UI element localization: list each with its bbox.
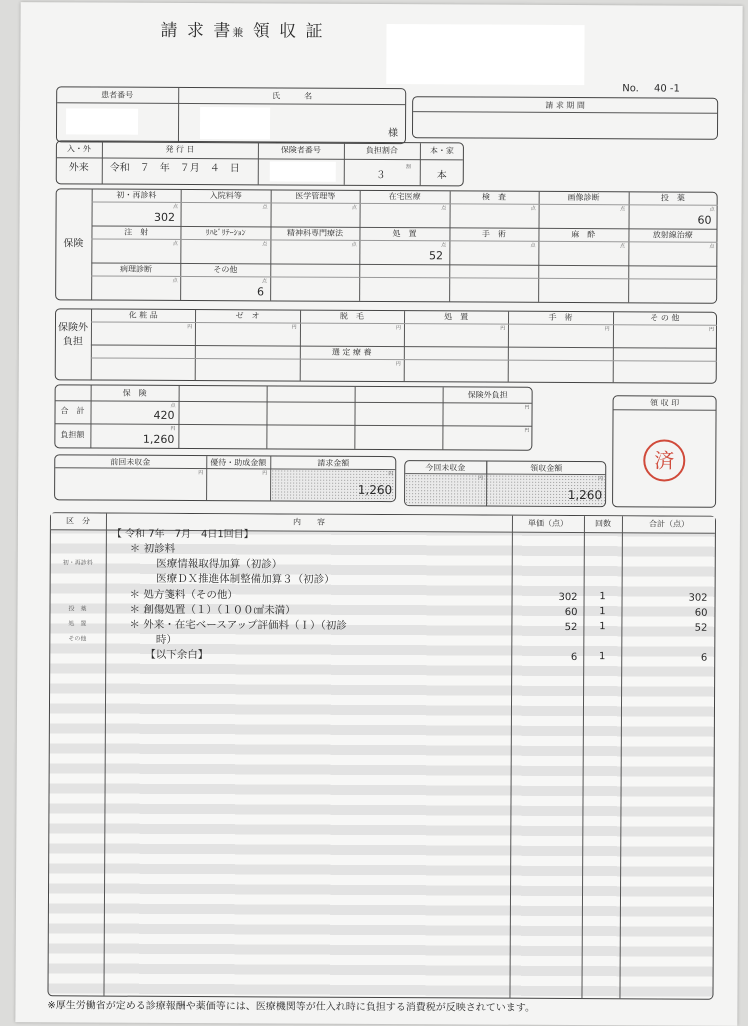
detail-unit-price: 60	[511, 605, 577, 618]
detail-category: その他	[51, 636, 103, 642]
yen-unit: 円	[709, 327, 714, 333]
burden-label: 負担額	[54, 430, 90, 440]
burden-ratio-label: 負担割合	[344, 146, 420, 156]
received-amount-value: 1,260	[486, 489, 602, 503]
insurance-category-label: ﾘﾊﾋﾞﾘﾃｰｼｮﾝ	[181, 228, 270, 238]
insurance-category-label: その他	[181, 265, 270, 275]
point-unit: 点	[531, 243, 536, 249]
detail-category: 投 薬	[51, 606, 103, 612]
insurer-number-label: 保険者番号	[258, 145, 344, 155]
yen-unit: 円	[292, 325, 297, 331]
redacted-patient-name	[200, 107, 270, 139]
insurance-category-label: 初・再診料	[92, 190, 181, 200]
point-unit: 点	[171, 403, 176, 409]
detail-line-text: ＊ 創傷処置（１）（１００㎠未満）	[129, 603, 295, 616]
patient-name-label: 氏 名	[178, 91, 406, 102]
issue-date-label: 発 行 日	[102, 145, 258, 156]
discount-label: 優待・助成金額	[206, 458, 270, 468]
receipt-stamp-label: 領 収 印	[613, 398, 717, 409]
receipt-document	[15, 2, 742, 1026]
yen-unit: 円	[187, 324, 192, 330]
treatment-points: 52	[360, 249, 443, 262]
insurance-points-table	[55, 188, 718, 303]
yen-unit: 円	[478, 476, 483, 482]
ratio-unit: 割	[406, 164, 411, 170]
medication-points: 60	[628, 213, 711, 226]
detail-line-text: 【以下余白】	[145, 649, 208, 661]
title-end: 領 収 証	[253, 21, 325, 41]
billed-amount-label: 請求金額	[270, 458, 396, 469]
insured-type-label: 本・家	[420, 146, 464, 156]
redacted-clinic-info	[386, 24, 584, 85]
detail-count: 1	[583, 621, 621, 633]
honorific: 様	[388, 128, 398, 140]
insurance-category-label: 入院料等	[181, 191, 270, 201]
col-category: 区 分	[50, 516, 106, 526]
yen-unit: 円	[598, 476, 603, 482]
point-unit: 点	[709, 244, 714, 250]
burden-ratio-value: ３	[376, 170, 386, 182]
total-label: 合 計	[55, 406, 91, 416]
burden-amount-value: 1,260	[90, 432, 174, 445]
point-unit: 点	[173, 241, 178, 247]
title-main: 請 求 書	[160, 21, 232, 41]
point-unit: 点	[710, 207, 715, 213]
insurance-category-label: 麻 酔	[539, 230, 628, 240]
detail-category: 処 置	[51, 621, 103, 627]
detail-category: 初・再診料	[52, 560, 104, 566]
detail-total: 302	[622, 591, 708, 604]
document-number	[622, 83, 680, 95]
detail-unit-price: 6	[511, 651, 577, 664]
document-title	[160, 21, 324, 44]
insurance-category-label: 病理診断	[91, 264, 180, 274]
point-unit: 点	[173, 204, 178, 210]
billing-period-label: 請 求 期 間	[412, 100, 718, 112]
issue-date-value: 令和 ７ 年 ７月 ４ 日	[110, 163, 240, 176]
previous-unpaid-label: 前回未収金	[54, 457, 206, 468]
yen-unit: 円	[388, 471, 393, 477]
inout-value: 外来	[56, 162, 102, 174]
point-unit: 点	[262, 204, 267, 210]
col-total: 合計（点）	[622, 519, 716, 529]
number-label: No.	[622, 83, 639, 94]
visit-date-line: 【 令和 7年 7月 4日1回目】	[112, 529, 254, 542]
detail-line-text: ＊ 処方箋料（その他）	[130, 588, 238, 601]
insurance-category-label: 画像診断	[539, 193, 628, 203]
yen-unit: 円	[396, 325, 401, 331]
billed-amount-value: 1,260	[270, 483, 392, 497]
yen-unit: 円	[170, 426, 175, 432]
detail-line-text: ＊ 初診料	[130, 543, 175, 555]
detail-total: 6	[621, 652, 707, 665]
yen-unit: 円	[198, 470, 203, 476]
insured-type-value: 本	[420, 170, 464, 182]
point-unit: 点	[262, 241, 267, 247]
yen-unit: 円	[605, 326, 610, 332]
initial-visit-points: 302	[92, 210, 175, 223]
detail-table	[47, 512, 716, 999]
detail-line-text: ＊ 外来・在宅ベースアップ評価料（Ｉ）（初診	[129, 619, 346, 632]
yen-unit: 円	[500, 326, 505, 332]
point-unit: 点	[352, 205, 357, 211]
totals-insurance-label: 保 険	[91, 388, 179, 398]
outside-category-label: 脱 毛	[300, 312, 404, 323]
totals-outside-label: 保険外負担	[443, 390, 533, 400]
outside-category-label: 化 粧 品	[91, 310, 195, 321]
col-count: 回数	[584, 519, 622, 529]
detail-unit-price: 302	[512, 590, 578, 603]
detail-count: 1	[584, 591, 622, 603]
insurance-category-label: 放射線治療	[628, 230, 717, 240]
insurance-section-label: 保険	[55, 238, 91, 250]
detail-line-text: 医療情報取得加算（初診）	[146, 558, 283, 571]
point-unit: 点	[173, 278, 178, 284]
detail-total: 52	[621, 621, 707, 634]
insurance-category-label: 医学管理等	[270, 191, 359, 201]
yen-unit: 円	[524, 428, 529, 434]
detail-count: 1	[583, 606, 621, 618]
point-unit: 点	[441, 205, 446, 211]
point-unit: 点	[620, 243, 625, 249]
total-points-value: 420	[90, 408, 174, 421]
receipt-seal-icon	[643, 439, 685, 481]
footer-note: ※厚生労働省が定める診療報酬や薬価等には、医療機関等が仕入れ時に負担する消費税が反映されています。	[47, 1000, 535, 1015]
redacted-patient-id	[66, 108, 138, 134]
outside-category-label: 手 術	[508, 313, 612, 324]
point-unit: 点	[262, 278, 267, 284]
detail-count: 1	[583, 651, 621, 663]
other-points: 6	[181, 285, 264, 298]
insurance-category-label: 在宅医療	[360, 192, 449, 202]
insurance-category-label: 注 射	[91, 227, 180, 237]
selected-care-label: 選 定 療 養	[299, 348, 403, 359]
insurance-category-label: 精神科専門療法	[270, 228, 359, 238]
detail-line-text: 時）	[145, 634, 177, 646]
point-unit: 点	[352, 242, 357, 248]
patient-id-label: 患者番号	[56, 90, 178, 101]
seal-text: 済	[654, 448, 674, 472]
point-unit: 点	[620, 206, 625, 212]
detail-line-text: 医療ＤＸ推進体制整備加算３（初診）	[146, 573, 335, 586]
insurance-category-label: 検 査	[449, 192, 538, 202]
insurance-category-label: 手 術	[449, 229, 538, 239]
title-small: 兼	[232, 26, 245, 39]
col-unit-price: 単価（点）	[512, 519, 584, 529]
yen-unit: 円	[396, 361, 401, 367]
point-unit: 点	[441, 242, 446, 248]
insurance-category-label: 投 薬	[628, 193, 717, 203]
yen-unit: 円	[525, 405, 530, 411]
detail-unit-price: 52	[511, 621, 577, 634]
col-content: 内 容	[106, 517, 512, 529]
outside-section-label: 保険外	[55, 322, 91, 334]
point-unit: 点	[531, 206, 536, 212]
yen-unit: 円	[262, 470, 267, 476]
outside-category-label: そ の 他	[613, 313, 717, 324]
detail-total: 60	[621, 606, 707, 619]
outside-category-label: 処 置	[404, 312, 508, 323]
insurance-category-label: 処 置	[360, 229, 449, 239]
outside-category-label: ゼ オ	[195, 311, 299, 322]
current-unpaid-label: 今回未収金	[404, 463, 486, 473]
number-value: 40 -1	[654, 83, 680, 94]
received-amount-label: 領収金額	[486, 464, 606, 475]
inout-label: 入・外	[56, 144, 102, 154]
redacted-insurer-number	[270, 161, 336, 181]
outside-section-label-2: 負担	[55, 336, 91, 348]
